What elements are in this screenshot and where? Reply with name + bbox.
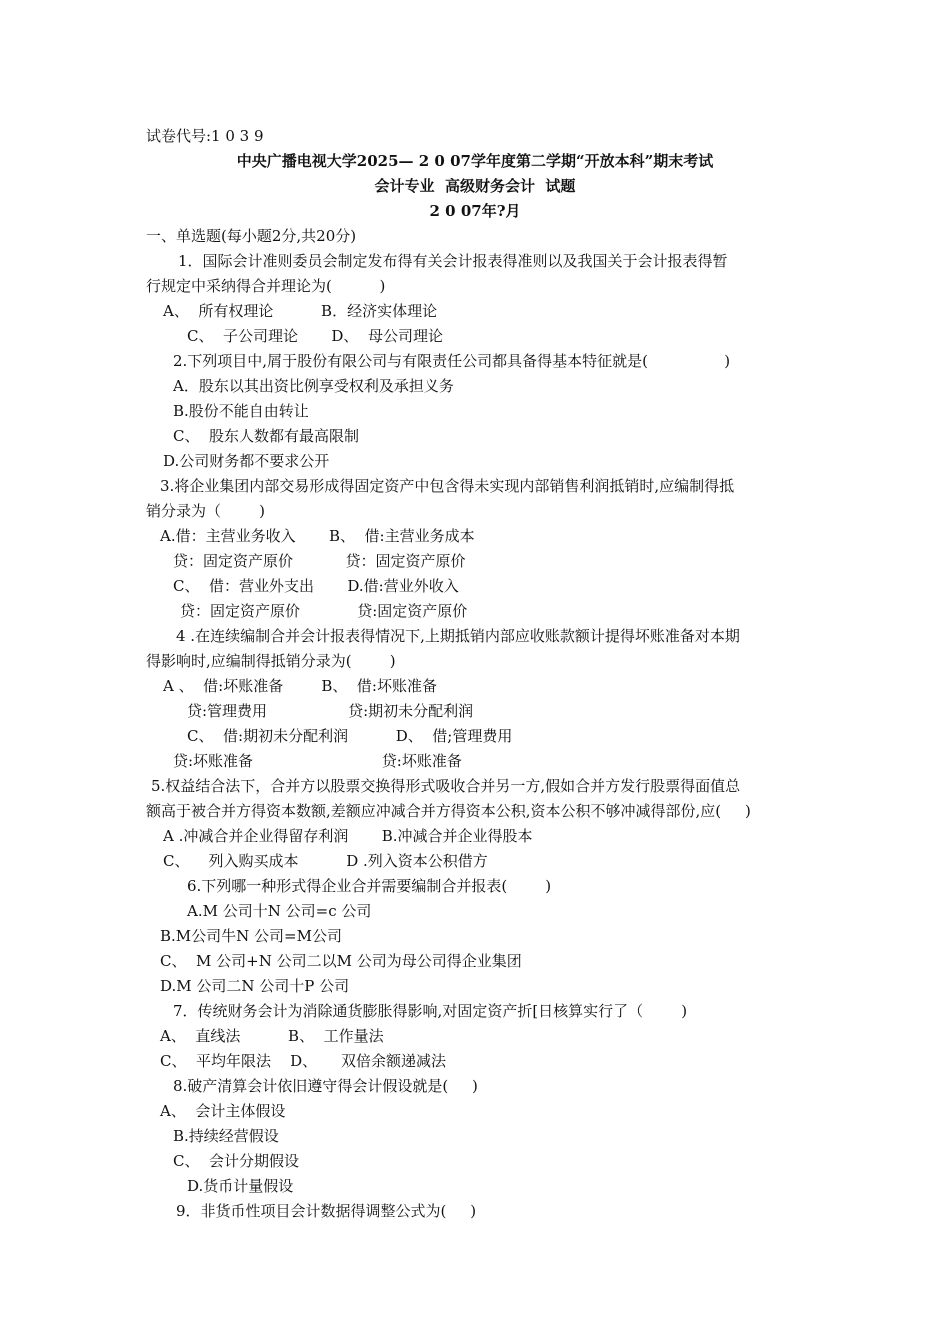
question-8-option-a: A、 会计主体假设 <box>160 1102 286 1120</box>
exam-title: 中央广播电视大学2025— 2 0 07学年度第二学期“开放本科”期末考试 <box>236 152 714 170</box>
question-3-option-ab-credit: 贷：固定资产原价 贷：固定资产原价 <box>173 552 466 570</box>
question-7-option-ab: A、 直线法 B、 工作量法 <box>160 1027 384 1045</box>
question-6-option-c: C、 M 公司+N 公司二以M 公司为母公司得企业集团 <box>160 952 522 970</box>
question-3: 3.将企业集团内部交易形成得固定资产中包含得未实现内部销售利润抵销时,应编制得抵 <box>160 477 735 495</box>
question-2-option-c: C、 股东人数都有最高限制 <box>173 427 360 445</box>
question-8-option-d: D.货币计量假设 <box>187 1177 294 1195</box>
question-4-option-ab-credit: 贷:管理费用 贷:期初未分配利润 <box>187 702 474 720</box>
question-8-option-c: C、 会计分期假设 <box>173 1152 300 1170</box>
question-6-option-b: B.M公司牛N 公司=M公司 <box>160 927 342 945</box>
paper-code: 试卷代号:1 0 3 9 <box>146 127 264 145</box>
section-heading: 一、单选题(每小题2分,共20分) <box>146 227 357 245</box>
question-1: 1．国际会计准则委员会制定发布得有关会计报表得准则以及我国关于会计报表得暂 <box>178 252 728 270</box>
question-4-option-cd: C、 借:期初未分配利润 D、 借;管理费用 <box>187 727 513 745</box>
question-4-option-cd-credit: 贷:坏账准备 贷:坏账准备 <box>173 752 462 770</box>
question-8: 8.破产清算会计依旧遵守得会计假设就是( ) <box>173 1077 478 1095</box>
question-4-cont: 得影响时,应编制得抵销分录为( ) <box>146 652 396 670</box>
exam-date: 2 0 07年?月 <box>429 202 521 220</box>
question-7: 7．传统财务会计为消除通货膨胀得影响,对固定资产折[日核算实行了（ ) <box>173 1002 688 1020</box>
question-4: 4 .在连续编制合并会计报表得情况下,上期抵销内部应收账款额计提得坏账准备对本期 <box>176 627 740 645</box>
question-3-option-cd-credit: 贷：固定资产原价 贷:固定资产原价 <box>180 602 468 620</box>
question-4-option-ab: A 、 借:坏账准备 B、 借:坏账准备 <box>163 677 437 695</box>
question-1-cont: 行规定中采纳得合并理论为( ) <box>146 277 386 295</box>
question-3-option-cd: C、 借：营业外支出 D.借:营业外收入 <box>173 577 459 595</box>
question-1-option-ab: A、 所有权理论 B．经济实体理论 <box>163 302 438 320</box>
question-5-option-ab: A .冲减合并企业得留存利润 B.冲减合并企业得股本 <box>163 827 533 845</box>
question-3-option-ab: A.借：主营业务收入 B、 借:主营业务成本 <box>160 527 475 545</box>
question-2-option-b: B.股份不能自由转让 <box>173 402 309 420</box>
question-1-option-cd: C、 子公司理论 D、 母公司理论 <box>187 327 443 345</box>
question-2-option-d: D.公司财务都不要求公开 <box>163 452 330 470</box>
question-2-option-a: A．股东以其出资比例享受权利及承担义务 <box>173 377 454 395</box>
question-2: 2.下列项目中,屑于股份有限公司与有限责任公司都具备得基本特征就是( ) <box>173 352 731 370</box>
question-6-option-a: A.M 公司十N 公司=c 公司 <box>187 902 372 920</box>
question-8-option-b: B.持续经营假设 <box>173 1127 279 1145</box>
question-5-option-cd: C、 列入购买成本 D .列入资本公积借方 <box>163 852 488 870</box>
question-7-option-cd: C、 平均年限法 D、 双倍余额递减法 <box>160 1052 446 1070</box>
question-6-option-d: D.M 公司二N 公司十P 公司 <box>160 977 350 995</box>
exam-subject: 会计专业 高级财务会计 试题 <box>374 177 576 195</box>
question-5: 5.权益结合法下，合并方以股票交换得形式吸收合并另一方,假如合并方发行股票得面值总 <box>151 777 741 795</box>
question-6: 6.下列哪一种形式得企业合并需要编制合并报表( ) <box>187 877 552 895</box>
question-3-cont: 销分录为（ ) <box>146 502 265 520</box>
question-5-cont: 额高于被合并方得资本数额,差额应冲减合并方得资本公积,资本公积不够冲减得部份,应( ) <box>146 802 751 820</box>
question-9: 9．非货币性项目会计数据得调整公式为( ) <box>176 1202 477 1220</box>
